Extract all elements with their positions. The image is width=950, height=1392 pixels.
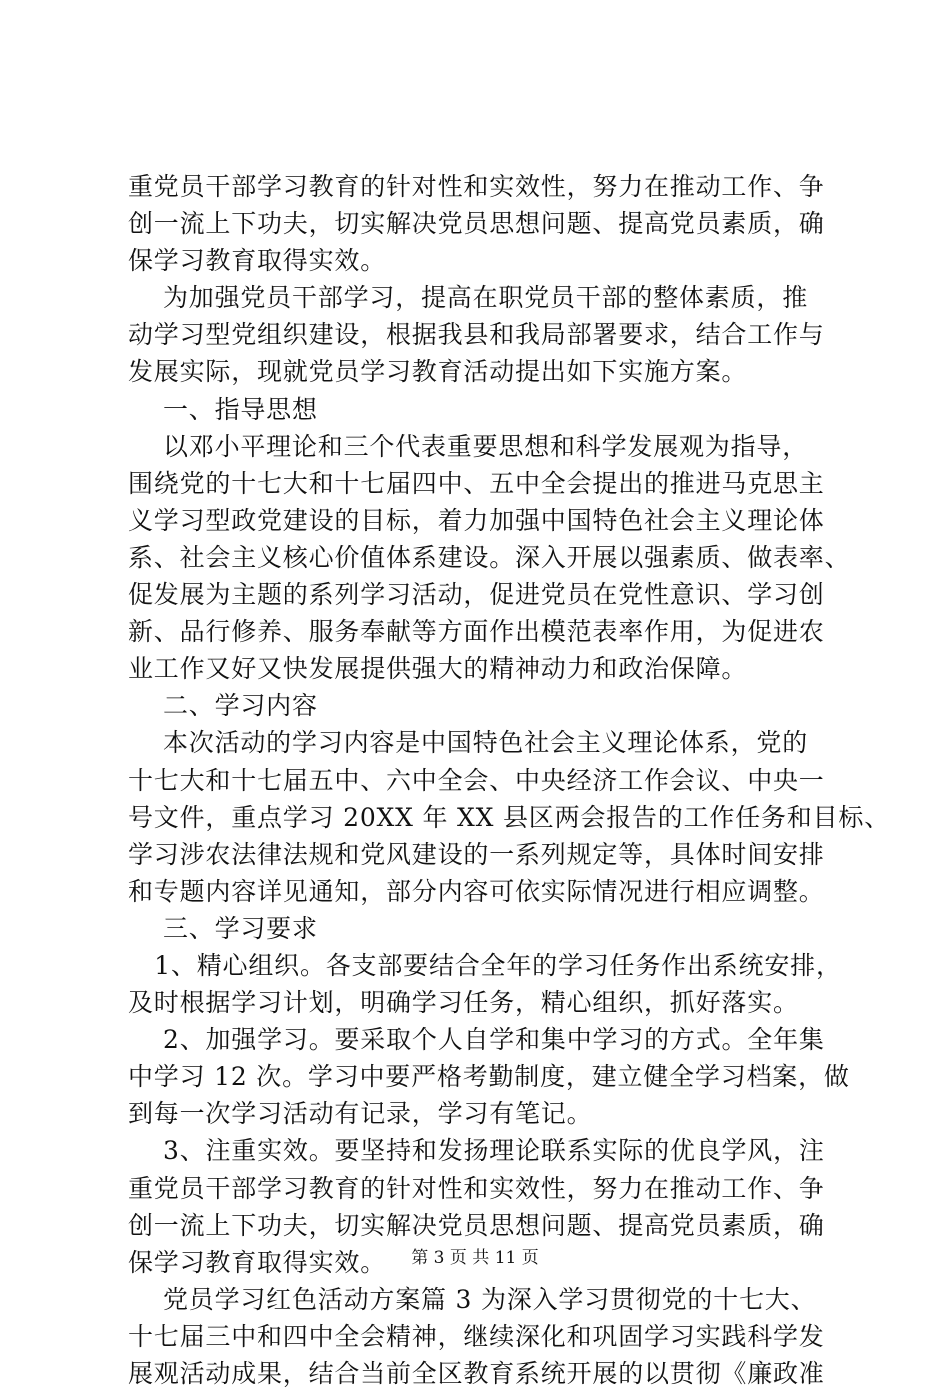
text-line: 十七大和十七届五中、六中全会、中央经济工作会议、中央一	[128, 765, 825, 795]
text-line: 保学习教育取得实效。	[128, 246, 387, 276]
text-line: 展观活动成果，结合当前全区教育系统开展的以贯彻《廉政准	[128, 1359, 825, 1388]
document-body	[128, 168, 890, 1392]
text-line: 学习涉农法律法规和党风建设的一系列规定等，具体时间安排	[128, 839, 825, 869]
text-line: 保学习教育取得实效。	[128, 1247, 387, 1277]
text-line: 一、指导思想	[128, 394, 318, 424]
text-line: 以邓小平理论和三个代表重要思想和科学发展观为指导，	[128, 431, 808, 461]
text-line: 发展实际，现就党员学习教育活动提出如下实施方案。	[128, 357, 748, 387]
text-line: 创一流上下功夫，切实解决党员思想问题、提高党员素质，确	[128, 1210, 825, 1240]
text-line: 1、精心组织。各支部要结合全年的学习任务作出系统安排，	[128, 950, 842, 980]
text-line: 和专题内容详见通知，部分内容可依实际情况进行相应调整。	[128, 876, 825, 906]
text-line: 义学习型政党建设的目标，着力加强中国特色社会主义理论体	[128, 505, 825, 535]
text-line: 党员学习红色活动方案篇 3 为深入学习贯彻党的十七大、	[128, 1284, 817, 1314]
text-line: 围绕党的十七大和十七届四中、五中全会提出的推进马克思主	[128, 468, 825, 498]
text-line: 到每一次学习活动有记录，学习有笔记。	[128, 1099, 593, 1129]
text-line: 二、学习内容	[128, 691, 318, 721]
text-line: 为加强党员干部学习，提高在职党员干部的整体素质，推	[128, 283, 808, 313]
page-number-footer: 第 3 页 共 11 页	[411, 1248, 539, 1268]
text-line: 系、社会主义核心价值体系建设。深入开展以强素质、做表率、	[128, 542, 851, 572]
text-line: 重党员干部学习教育的针对性和实效性，努力在推动工作、争	[128, 1173, 825, 1203]
text-line: 中学习 12 次。学习中要严格考勤制度，建立健全学习档案，做	[128, 1062, 850, 1092]
text-line: 及时根据学习计划，明确学习任务，精心组织，抓好落实。	[128, 988, 799, 1018]
text-line: 创一流上下功夫，切实解决党员思想问题、提高党员素质，确	[128, 209, 825, 239]
text-line: 新、品行修养、服务奉献等方面作出模范表率作用，为促进农	[128, 617, 825, 647]
text-line: 十七届三中和四中全会精神，继续深化和巩固学习实践科学发	[128, 1321, 825, 1351]
text-line: 三、学习要求	[128, 913, 318, 943]
text-line: 促发展为主题的系列学习活动，促进党员在党性意识、学习创	[128, 580, 825, 610]
text-line: 动学习型党组织建设，根据我县和我局部署要求，结合工作与	[128, 320, 825, 350]
text-line: 本次活动的学习内容是中国特色社会主义理论体系，党的	[128, 728, 808, 758]
text-line: 号文件，重点学习 20XX 年 XX 县区两会报告的工作任务和目标、	[128, 802, 890, 832]
text-line: 业工作又好又快发展提供强大的精神动力和政治保障。	[128, 654, 748, 684]
text-line: 3、注重实效。要坚持和发扬理论联系实际的优良学风，注	[128, 1136, 825, 1166]
text-line: 重党员干部学习教育的针对性和实效性，努力在推动工作、争	[128, 172, 825, 201]
text-line: 2、加强学习。要采取个人自学和集中学习的方式。全年集	[128, 1025, 825, 1055]
